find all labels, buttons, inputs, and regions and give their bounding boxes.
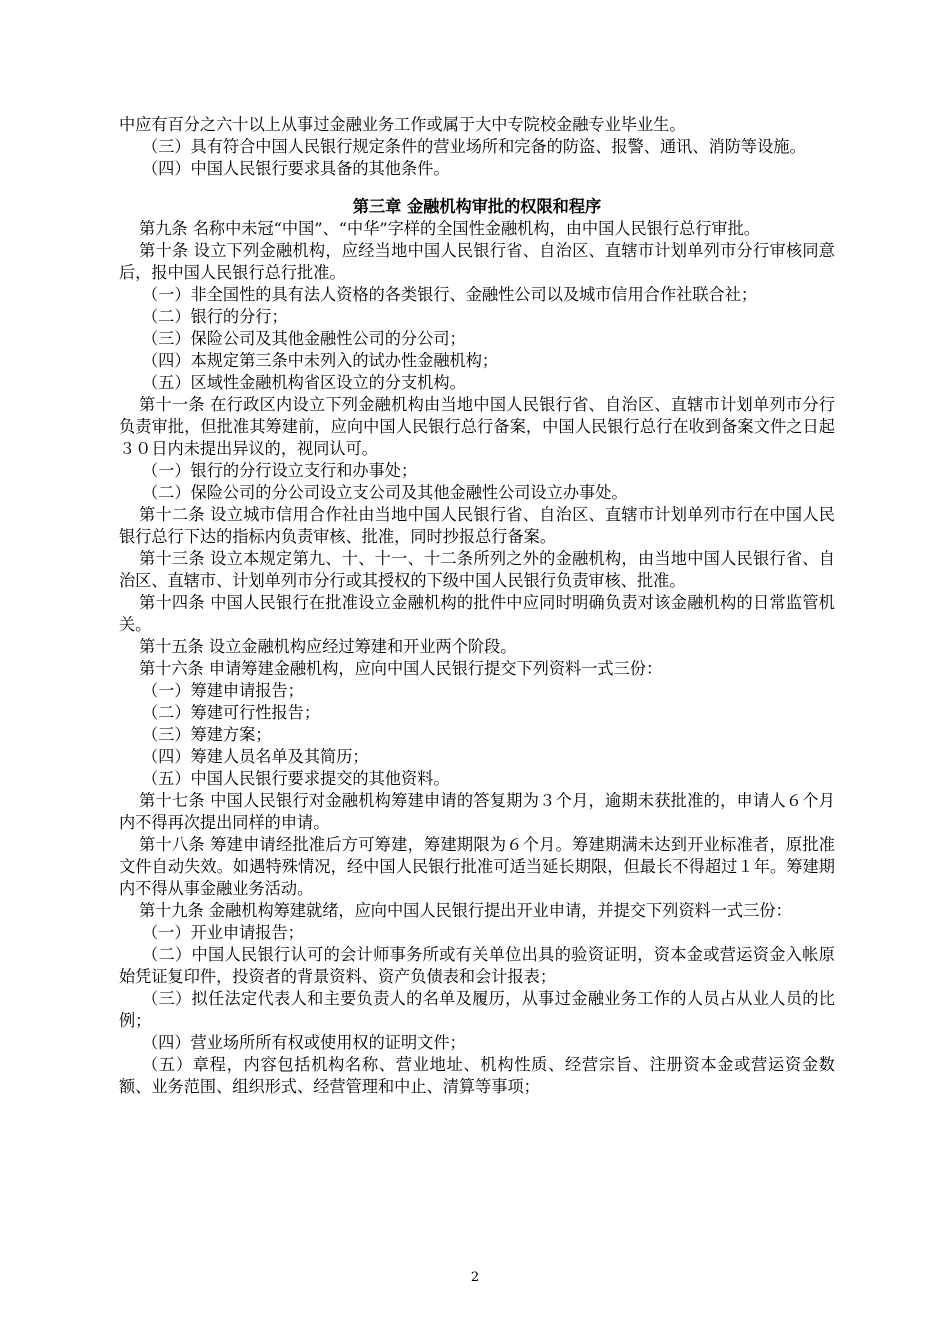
list-item-paragraph: （五）区域性金融机构省区设立的分支机构。: [142, 373, 466, 392]
list-item-paragraph: （三）具有符合中国人民银行规定条件的营业场所和完备的防盗、报警、通讯、消防等设施。: [142, 137, 806, 156]
list-item-paragraph: （三）筹建方案；: [142, 725, 272, 744]
list-item-paragraph: （五）中国人民银行要求提交的其他资料。: [142, 769, 450, 788]
list-item-paragraph: （二）银行的分行；: [142, 307, 288, 326]
article-paragraph: 第十条 设立下列金融机构，应经当地中国人民银行省、自治区、直辖市计划单列市分行审核同意后，报中国人民银行总行批准。: [119, 241, 835, 282]
list-item-paragraph: （二）中国人民银行认可的会计师事务所或有关单位出具的验资证明，资本金或营运资金入帐原始凭证复印件，投资者的背景资料、资产负债表和会计报表；: [119, 945, 835, 986]
chapter-heading: 第三章 金融机构审批的权限和程序: [352, 197, 602, 216]
article-paragraph: 第十六条 申请筹建金融机构，应向中国人民银行提交下列资料一式三份：: [139, 659, 663, 678]
article-paragraph: 第十七条 中国人民银行对金融机构筹建申请的答复期为３个月，逾期未获批准的，申请人６个月内不得再次提出同样的申请。: [119, 791, 835, 832]
article-paragraph: 第十四条 中国人民银行在批准设立金融机构的批件中应同时明确负责对该金融机构的日常监管机关。: [119, 593, 835, 634]
article-paragraph: 第十九条 金融机构筹建就绪，应向中国人民银行提出开业申请，并提交下列资料一式三份：: [139, 901, 792, 920]
list-item-paragraph: （一）银行的分行设立支行和办事处；: [142, 461, 418, 480]
document-body: [119, 114, 835, 1098]
list-item-paragraph: （三）拟任法定代表人和主要负责人的名单及履历，从事过金融业务工作的人员占从业人员的比例；: [119, 989, 835, 1030]
list-item-paragraph: （四）中国人民银行要求具备的其他条件。: [142, 159, 450, 178]
list-item-paragraph: （一）非全国性的具有法人资格的各类银行、金融性公司以及城市信用合作社联合社；: [142, 285, 758, 304]
list-item-paragraph: （五）章程，内容包括机构名称、营业地址、机构性质、经营宗旨、注册资本金或营运资金数额、业务范围、组织形式、经营管理和中止、清算等事项；: [119, 1055, 835, 1096]
article-paragraph: 第十一条 在行政区内设立下列金融机构由当地中国人民银行省、自治区、直辖市计划单列市分行负责审批，但批准其筹建前，应向中国人民银行总行备案，中国人民银行总行在收到备案文件之日起３０日内未提出异议的，视同认可。: [119, 395, 835, 458]
list-item-paragraph: （四）营业场所所有权或使用权的证明文件；: [142, 1033, 466, 1052]
article-paragraph: 第十五条 设立金融机构应经过筹建和开业两个阶段。: [139, 637, 517, 656]
article-paragraph: 第十二条 设立城市信用合作社由当地中国人民银行省、自治区、直辖市计划单列市行在中国人民银行总行下达的指标内负责审核、批准，同时抄报总行备案。: [119, 505, 835, 546]
list-item-paragraph: （一）开业申请报告；: [142, 923, 304, 942]
list-item-paragraph: （一）筹建申请报告；: [142, 681, 304, 700]
list-item-paragraph: （二）保险公司的分公司设立支公司及其他金融性公司设立办事处。: [142, 483, 628, 502]
paragraph: 中应有百分之六十以上从事过金融业务工作或属于大中专院校金融专业毕业生。: [119, 115, 686, 134]
page-number: 2: [470, 1270, 480, 1285]
list-item-paragraph: （四）本规定第三条中未列入的试办性金融机构；: [142, 351, 499, 370]
list-item-paragraph: （二）筹建可行性报告；: [142, 703, 321, 722]
article-paragraph: 第十八条 筹建申请经批准后方可筹建，筹建期限为６个月。筹建期满未达到开业标准者，原批准文件自动失效。如遇特殊情况，经中国人民银行批准可适当延长期限，但最长不得超过１年。筹建期内不得从事金融业务活动。: [119, 835, 835, 898]
list-item-paragraph: （三）保险公司及其他金融性公司的分公司；: [142, 329, 466, 348]
article-paragraph: 第十三条 设立本规定第九、十、十一、十二条所列之外的金融机构，由当地中国人民银行省、自治区、直辖市、计划单列市分行或其授权的下级中国人民银行负责审核、批准。: [119, 549, 835, 590]
list-item-paragraph: （四）筹建人员名单及其简历；: [142, 747, 369, 766]
article-paragraph: 第九条 名称中未冠“中国”、“中华”字样的全国性金融机构，由中国人民银行总行审批。: [139, 219, 760, 238]
